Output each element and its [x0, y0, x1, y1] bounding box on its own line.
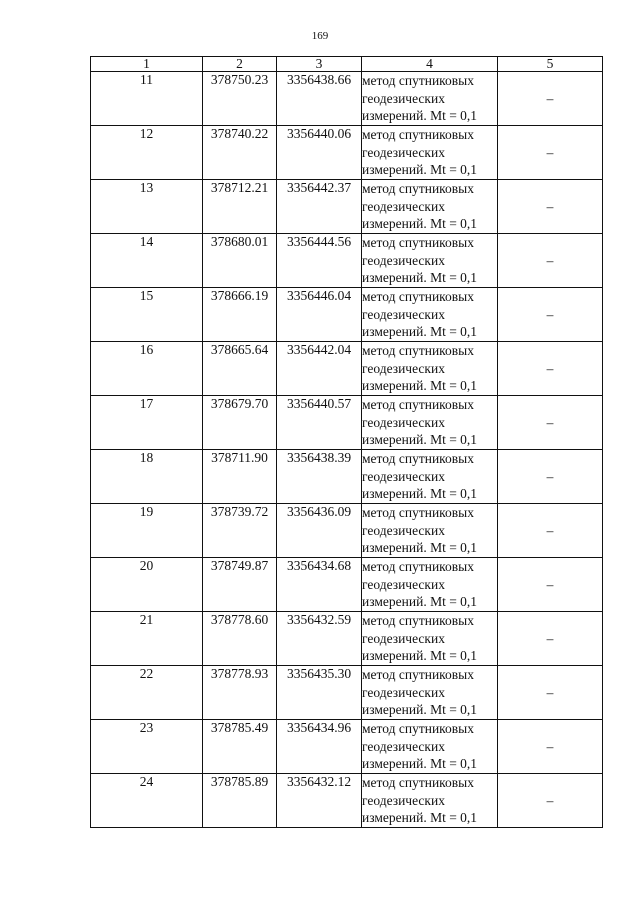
method-line: метод спутниковых — [362, 343, 474, 358]
method-line: метод спутниковых — [362, 505, 474, 520]
method-cell — [362, 342, 498, 396]
note-cell: – — [498, 234, 603, 288]
table-row — [91, 396, 603, 450]
y-coordinate-cell: 3356434.68 — [277, 558, 362, 612]
method-line: геодезических — [362, 252, 445, 268]
x-coordinate-cell: 378785.49 — [203, 720, 277, 774]
x-coordinate-cell: 378740.22 — [203, 126, 277, 180]
method-line: геодезических — [362, 522, 445, 538]
table-row — [91, 666, 603, 720]
method-line: измерений. Mt = 0,1 — [362, 216, 478, 231]
y-coordinate-cell: 3356432.12 — [277, 774, 362, 828]
point-number-cell: 20 — [91, 558, 203, 612]
method-line: метод спутниковых — [362, 559, 474, 574]
table-row — [91, 612, 603, 666]
note-cell: – — [498, 396, 603, 450]
note-cell: – — [498, 720, 603, 774]
method-cell — [362, 504, 498, 558]
table-row — [91, 774, 603, 828]
table-row — [91, 180, 603, 234]
y-coordinate-cell: 3356432.59 — [277, 612, 362, 666]
x-coordinate-cell: 378665.64 — [203, 342, 277, 396]
y-coordinate-cell: 3356444.56 — [277, 234, 362, 288]
header-col-2: 2 — [203, 57, 277, 72]
method-line: метод спутниковых — [362, 397, 474, 412]
method-line: измерений. Mt = 0,1 — [362, 108, 478, 123]
method-line: геодезических — [362, 414, 445, 430]
x-coordinate-cell: 378749.87 — [203, 558, 277, 612]
y-coordinate-cell: 3356442.37 — [277, 180, 362, 234]
method-line: измерений. Mt = 0,1 — [362, 270, 478, 285]
x-coordinate-cell: 378785.89 — [203, 774, 277, 828]
y-coordinate-cell: 3356434.96 — [277, 720, 362, 774]
method-line: геодезических — [362, 738, 445, 754]
header-col-4: 4 — [362, 57, 498, 72]
method-line: метод спутниковых — [362, 235, 474, 250]
method-cell — [362, 558, 498, 612]
point-number-cell: 14 — [91, 234, 203, 288]
header-row — [91, 57, 603, 72]
page-number: 169 — [311, 30, 329, 42]
method-line: измерений. Mt = 0,1 — [362, 810, 478, 825]
method-cell — [362, 666, 498, 720]
method-line: геодезических — [362, 576, 445, 592]
method-line: геодезических — [362, 468, 445, 484]
note-cell: – — [498, 180, 603, 234]
method-cell — [362, 612, 498, 666]
method-line: метод спутниковых — [362, 73, 474, 88]
method-line: геодезических — [362, 630, 445, 646]
x-coordinate-cell: 378712.21 — [203, 180, 277, 234]
y-coordinate-cell: 3356435.30 — [277, 666, 362, 720]
point-number-cell: 19 — [91, 504, 203, 558]
x-coordinate-cell: 378666.19 — [203, 288, 277, 342]
coordinates-table — [90, 56, 603, 828]
point-number-cell: 21 — [91, 612, 203, 666]
method-line: геодезических — [362, 684, 445, 700]
method-line: измерений. Mt = 0,1 — [362, 432, 478, 447]
x-coordinate-cell: 378680.01 — [203, 234, 277, 288]
table-row — [91, 504, 603, 558]
note-cell: – — [498, 504, 603, 558]
method-line: геодезических — [362, 360, 445, 376]
table-row — [91, 720, 603, 774]
point-number-cell: 18 — [91, 450, 203, 504]
method-line: метод спутниковых — [362, 451, 474, 466]
table-row — [91, 288, 603, 342]
method-line: измерений. Mt = 0,1 — [362, 756, 478, 771]
note-cell: – — [498, 774, 603, 828]
y-coordinate-cell: 3356442.04 — [277, 342, 362, 396]
note-cell: – — [498, 666, 603, 720]
note-cell: – — [498, 72, 603, 126]
table-body — [91, 72, 603, 828]
point-number-cell: 15 — [91, 288, 203, 342]
x-coordinate-cell: 378750.23 — [203, 72, 277, 126]
method-cell — [362, 774, 498, 828]
point-number-cell: 17 — [91, 396, 203, 450]
method-line: метод спутниковых — [362, 721, 474, 736]
method-line: измерений. Mt = 0,1 — [362, 648, 478, 663]
table-row — [91, 72, 603, 126]
x-coordinate-cell: 378778.93 — [203, 666, 277, 720]
y-coordinate-cell: 3356440.57 — [277, 396, 362, 450]
method-cell — [362, 288, 498, 342]
method-line: геодезических — [362, 198, 445, 214]
table-row — [91, 450, 603, 504]
method-line: измерений. Mt = 0,1 — [362, 702, 478, 717]
table-row — [91, 234, 603, 288]
method-line: геодезических — [362, 792, 445, 808]
method-line: геодезических — [362, 306, 445, 322]
method-cell — [362, 234, 498, 288]
point-number-cell: 12 — [91, 126, 203, 180]
table-row — [91, 342, 603, 396]
x-coordinate-cell: 378778.60 — [203, 612, 277, 666]
table-header — [91, 57, 603, 72]
method-cell — [362, 396, 498, 450]
header-col-3: 3 — [277, 57, 362, 72]
method-cell — [362, 720, 498, 774]
method-line: метод спутниковых — [362, 181, 474, 196]
method-line: измерений. Mt = 0,1 — [362, 324, 478, 339]
method-line: геодезических — [362, 144, 445, 160]
header-col-5: 5 — [498, 57, 603, 72]
method-line: геодезических — [362, 90, 445, 106]
method-line: метод спутниковых — [362, 127, 474, 142]
header-col-1: 1 — [91, 57, 203, 72]
x-coordinate-cell: 378679.70 — [203, 396, 277, 450]
y-coordinate-cell: 3356446.04 — [277, 288, 362, 342]
y-coordinate-cell: 3356436.09 — [277, 504, 362, 558]
method-line: измерений. Mt = 0,1 — [362, 378, 478, 393]
point-number-cell: 23 — [91, 720, 203, 774]
note-cell: – — [498, 612, 603, 666]
note-cell: – — [498, 288, 603, 342]
point-number-cell: 22 — [91, 666, 203, 720]
method-line: измерений. Mt = 0,1 — [362, 594, 478, 609]
note-cell: – — [498, 558, 603, 612]
note-cell: – — [498, 126, 603, 180]
method-line: измерений. Mt = 0,1 — [362, 540, 478, 555]
x-coordinate-cell: 378711.90 — [203, 450, 277, 504]
method-line: метод спутниковых — [362, 667, 474, 682]
method-line: метод спутниковых — [362, 775, 474, 790]
table-row — [91, 558, 603, 612]
method-line: метод спутниковых — [362, 289, 474, 304]
x-coordinate-cell: 378739.72 — [203, 504, 277, 558]
point-number-cell: 11 — [91, 72, 203, 126]
point-number-cell: 24 — [91, 774, 203, 828]
y-coordinate-cell: 3356438.39 — [277, 450, 362, 504]
y-coordinate-cell: 3356438.66 — [277, 72, 362, 126]
method-line: метод спутниковых — [362, 613, 474, 628]
table-row — [91, 126, 603, 180]
point-number-cell: 13 — [91, 180, 203, 234]
method-line: измерений. Mt = 0,1 — [362, 486, 478, 501]
note-cell: – — [498, 342, 603, 396]
point-number-cell: 16 — [91, 342, 203, 396]
method-cell — [362, 180, 498, 234]
y-coordinate-cell: 3356440.06 — [277, 126, 362, 180]
method-line: измерений. Mt = 0,1 — [362, 162, 478, 177]
method-cell — [362, 450, 498, 504]
method-cell — [362, 126, 498, 180]
method-cell — [362, 72, 498, 126]
note-cell: – — [498, 450, 603, 504]
